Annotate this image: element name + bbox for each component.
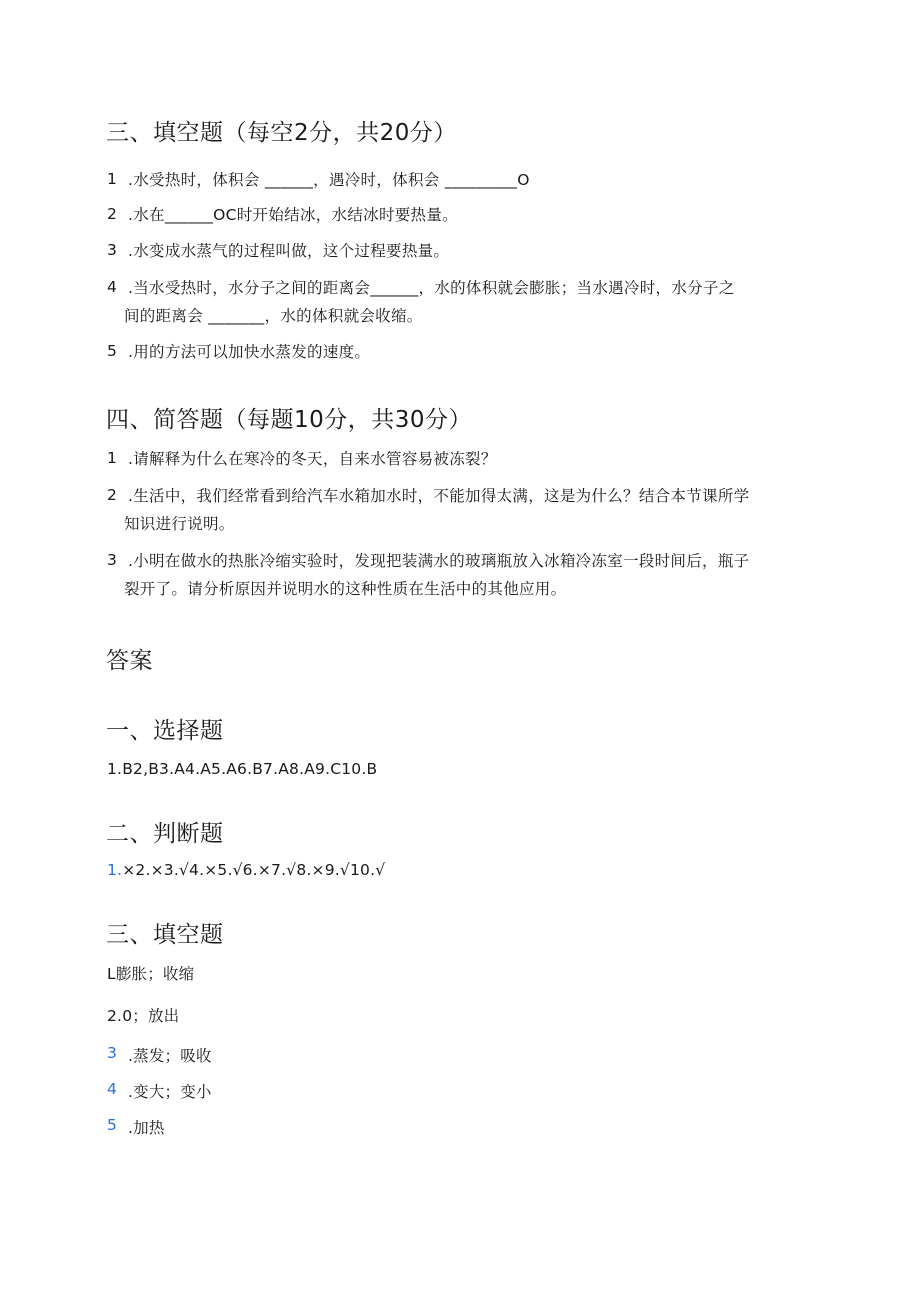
question-text: .用的方法可以加快水蒸发的速度。	[128, 343, 371, 361]
question-text: .水变成水蒸气的过程叫做，这个过程要热量。	[128, 242, 450, 260]
question-number: 1	[107, 449, 117, 467]
question-number: 3	[107, 551, 117, 569]
fill-answer-item: .变大；变小	[128, 1083, 212, 1101]
answers-title: 答案	[106, 648, 153, 674]
question-number: 4	[107, 278, 117, 296]
fill-answers-title: 三、填空题	[106, 922, 224, 948]
judge-answers-line	[107, 861, 385, 879]
question-text: .水受热时，体积会 ______，遇冷时，体积会 _________O	[128, 171, 530, 189]
fill-answer-item: .蒸发；吸收	[128, 1047, 212, 1065]
fill-section-title: 三、填空题（每空2分，共20分）	[106, 120, 457, 146]
fill-answer-item: .加热	[128, 1119, 165, 1137]
judge-answers-prefix: 1.	[107, 861, 123, 879]
question-number: 5	[107, 342, 117, 360]
fill-answer-number: 3	[107, 1044, 117, 1062]
question-text: .生活中，我们经常看到给汽车水箱加水时，不能加得太满，这是为什么？结合本节课所学	[128, 487, 750, 505]
question-text: .小明在做水的热胀冷缩实验时，发现把装满水的玻璃瓶放入冰箱冷冻室一段时间后，瓶子	[128, 552, 750, 570]
judge-answers-rest: ×2.×3.√4.×5.√6.×7.√8.×9.√10.√	[122, 861, 386, 879]
question-number: 1	[107, 170, 117, 188]
question-text: .请解释为什么在寒冷的冬天，自来水管容易被冻裂？	[128, 450, 497, 468]
question-text-continued: 裂开了。请分析原因并说明水的这种性质在生活中的其他应用。	[124, 580, 567, 598]
question-text-continued: 间的距离会 _______，水的体积就会收缩。	[124, 307, 423, 325]
question-number: 3	[107, 241, 117, 259]
question-text: .水在______OC时开始结冰，水结冰时要热量。	[128, 206, 458, 224]
question-text: .当水受热时，水分子之间的距离会______，水的体积就会膨胀；当水遇冷时，水分子之	[128, 279, 735, 297]
question-text-continued: 知识进行说明。	[124, 515, 235, 533]
choice-answers-line: 1.B2,B3.A4.A5.A6.B7.A8.A9.C10.B	[107, 760, 378, 778]
fill-answer-number: 4	[107, 1080, 117, 1098]
fill-answer-number: 5	[107, 1116, 117, 1134]
choice-answers-title: 一、选择题	[106, 718, 224, 744]
fill-answer-item: L膨胀；收缩	[107, 965, 195, 983]
question-number: 2	[107, 486, 117, 504]
question-number: 2	[107, 205, 117, 223]
fill-answer-item: 2.0；放出	[107, 1007, 180, 1025]
short-section-title: 四、简答题（每题10分，共30分）	[106, 407, 473, 433]
judge-answers-title: 二、判断题	[106, 821, 224, 847]
